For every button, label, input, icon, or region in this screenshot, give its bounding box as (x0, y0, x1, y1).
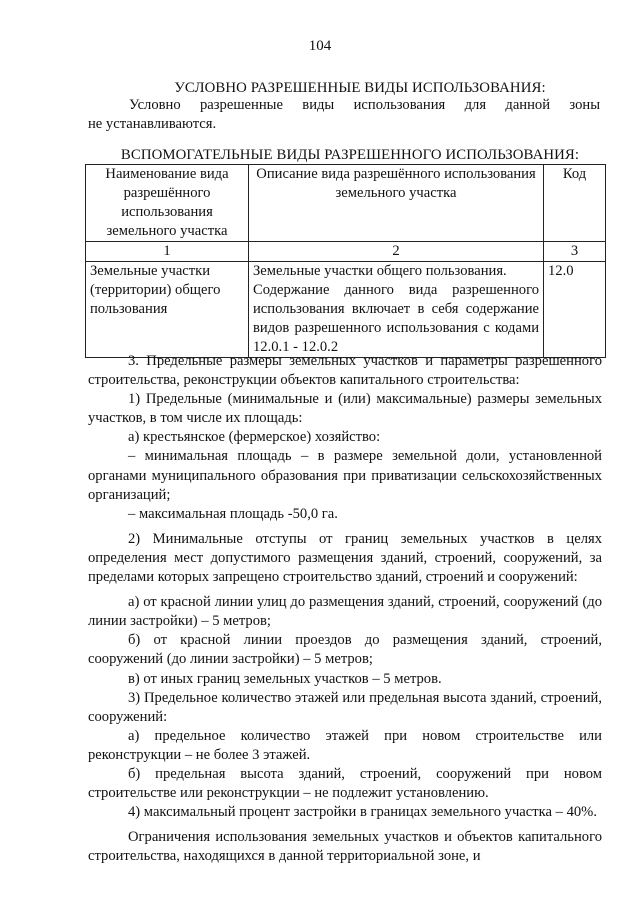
paragraph: 2) Минимальные отступы от границ земельных участков в целях определения мест допустимого размещения зданий, строений, сооружений, за пределами которых запрещено строительство зданий, строений и сооружений: (88, 530, 602, 586)
auxiliary-uses-heading: ВСПОМОГАТЕЛЬНЫЕ ВИДЫ РАЗРЕШЕННОГО ИСПОЛЬЗОВАНИЯ: (120, 147, 580, 163)
column-number-1: 1 (86, 242, 249, 262)
regulations-body (88, 352, 602, 866)
header-name: Наименование вида разрешённого использования земельного участка (86, 165, 249, 242)
paragraph: а) от красной линии улиц до размещения зданий, строений, сооружений (до линии застройки) – 5 метров; (88, 594, 602, 630)
conditional-uses-heading: УСЛОВНО РАЗРЕШЕННЫЕ ВИДЫ ИСПОЛЬЗОВАНИЯ: (174, 80, 546, 96)
conditional-uses-text-line2: не устанавливаются. (88, 116, 217, 132)
bullet-paragraph: – минимальная площадь – в размере земельной доли, установленной органами муниципального образования при приватизации сельскохозяйственных организаций; (88, 447, 602, 504)
header-code: Код (544, 165, 606, 242)
paragraph: б) предельная высота зданий, строений, сооружений при новом строительстве или реконструкции – не подлежит установлению. (88, 765, 602, 802)
row-code: 12.0 (544, 262, 606, 358)
row-description (249, 262, 544, 358)
column-number-2: 2 (249, 242, 544, 262)
paragraph: а) предельное количество этажей при новом строительстве или реконструкции – не более 3 этажей. (88, 727, 602, 763)
bullet-paragraph: – максимальная площадь -50,0 га. (88, 505, 602, 524)
row-description-line1: Земельные участки общего пользования. (253, 263, 507, 279)
paragraph: 3) Предельное количество этажей или предельная высота зданий, строений, сооружений: (88, 689, 602, 725)
paragraph: 4) максимальный процент застройки в границах земельного участка – 40%. (128, 804, 597, 821)
table-number-row (86, 242, 606, 262)
header-description: Описание вида разрешённого использования земельного участка (249, 165, 544, 242)
table-row (86, 262, 606, 358)
page-number: 104 (308, 38, 332, 54)
paragraph: 3. Предельные размеры земельных участков и параметры разрешенного строительства, реконструкции объектов капитального строительства: (88, 353, 602, 389)
row-description-line2: Содержание данного вида разрешенного использования включает в себя содержание видов разрешенного использования с кодами 12.0.1 - 12.0.2 (253, 282, 539, 355)
conditional-uses-text-line1: Условно разрешенные виды использования для данной зоны (129, 97, 600, 113)
paragraph: в) от иных границ земельных участков – 5 метров. (128, 670, 442, 687)
paragraph: Ограничения использования земельных участков и объектов капитального строительства, находящихся в данной территориальной зоне, и (88, 829, 602, 865)
paragraph: б) от красной линии проездов до размещения зданий, строений, сооружений (до линии застройки) – 5 метров; (88, 632, 602, 668)
table-header-row (86, 165, 606, 242)
column-number-3: 3 (544, 242, 606, 262)
auxiliary-uses-table (85, 164, 606, 358)
paragraph: а) крестьянское (фермерское) хозяйство: (128, 429, 381, 446)
row-name: Земельные участки (территории) общего пользования (86, 262, 249, 358)
paragraph: 1) Предельные (минимальные и (или) максимальные) размеры земельных участков, в том числе их площадь: (88, 391, 602, 427)
